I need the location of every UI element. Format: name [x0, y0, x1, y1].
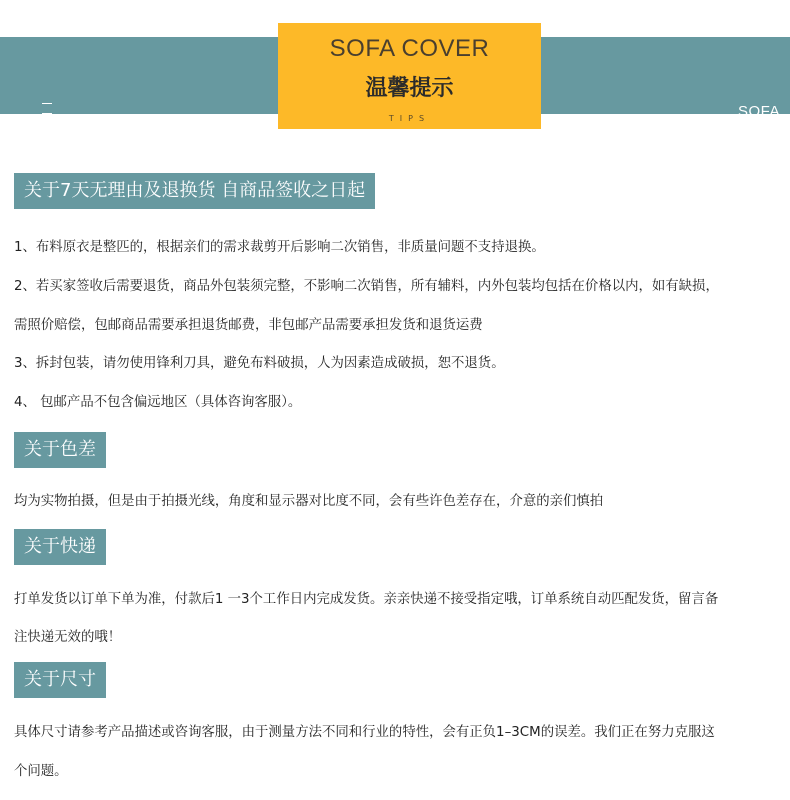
card-tips: TIPS [388, 114, 431, 123]
shipping-line-1: 打单发货以订单下单为准，付款后1 一3个工作日内完成发货。亲亲快递不接受指定哦，订单系统自动匹配发货，留言备 [14, 592, 719, 607]
section-heading-shipping: 关于快递 [14, 529, 106, 565]
returns-line-1: 1、布料原衣是整匹的，根据亲们的需求裁剪开后影响二次销售，非质量问题不支持退换。 [14, 240, 545, 255]
returns-line-4: 3、拆封包装，请勿使用锋利刀具，避免布料破损，人为因素造成破损，恕不退货。 [14, 356, 505, 371]
card-subtitle: 温馨提示 [365, 76, 454, 101]
returns-line-5: 4、 包邮产品不包含偏远地区（具体咨询客服）。 [14, 395, 302, 410]
title-card [278, 23, 541, 129]
shipping-line-2: 注快递无效的哦！ [14, 630, 122, 645]
size-line-1: 具体尺寸请参考产品描述或咨询客服，由于测量方法不同和行业的特性，会有正负1–3CM的误差。我们正在努力克服这 [14, 725, 715, 740]
returns-line-2: 2、若买家签收后需要退货，商品外包装须完整，不影响二次销售，所有辅料，内外包装均包括在价格以内，如有缺损， [14, 279, 719, 294]
menu-icon[interactable] [42, 103, 52, 123]
section-heading-color: 关于色差 [14, 432, 106, 468]
color-line-1: 均为实物拍摄，但是由于拍摄光线，角度和显示器对比度不同，会有些许色差存在，介意的亲们慎拍 [14, 494, 604, 509]
returns-line-3: 需照价赔偿，包邮商品需要承担退货邮费，非包邮产品需要承担发货和退货运费 [14, 318, 483, 333]
section-heading-size: 关于尺寸 [14, 662, 106, 698]
size-line-2: 个问题。 [14, 764, 68, 779]
section-heading-returns: 关于7天无理由及退换货 自商品签收之日起 [14, 173, 375, 209]
card-title: SOFA COVER [329, 35, 490, 62]
brand-label: SOFA [737, 103, 780, 120]
